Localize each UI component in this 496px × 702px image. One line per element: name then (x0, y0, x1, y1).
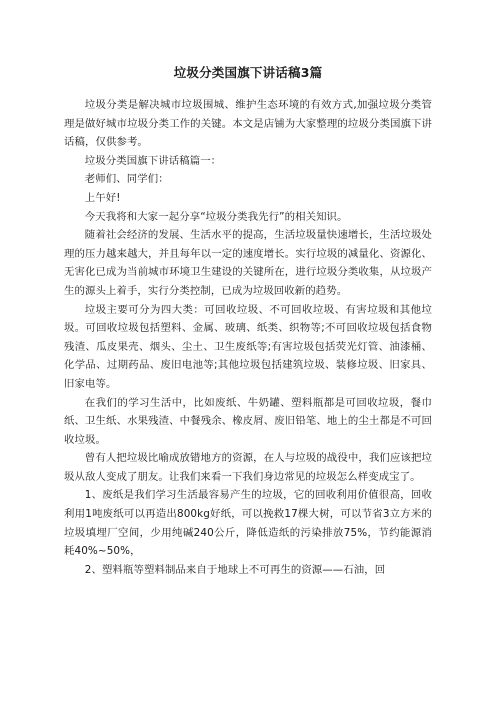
document-title: 垃圾分类国旗下讲话稿3篇 (173, 65, 323, 80)
paragraph-intro: 垃圾分类是解决城市垃圾围城、维护生态环境的有效方式,加强垃圾分类管理是做好城市垃圾分类工作的关键。本文是店铺为大家整理的垃圾分类国旗下讲话稿，仅供参考。 (64, 99, 432, 149)
paragraph-examples: 在我们的学习生活中，比如废纸、牛奶罐、塑料瓶都是可回收垃圾，餐巾纸、卫生纸、水果残渣、中餐残余、橡皮屑、废旧铅笔、地上的尘土都是不可回收垃圾。 (64, 396, 432, 446)
paragraph-topic: 今天我将和大家一起分享“垃圾分类我先行”的相关知识。 (84, 210, 348, 223)
paragraph-greeting: 上午好! (84, 191, 121, 204)
paragraph-waste-paper: 1、废纸是我们学习生活最容易产生的垃圾，它的回收利用价值很高，回收利用1吨废纸可以再造出800kg好纸，可以挽救17棵大树，可以节省3立方米的垃圾填埋厂空间，少用纯碱240公斤，降低造纸的污染排放75%，节约能源消耗40%~50%， (64, 489, 432, 558)
paragraph-resource-metaphor: 曾有人把垃圾比喻成放错地方的资源，在人与垃圾的战役中，我们应该把垃圾从敌人变成了朋友。让我们来看一下我们身边常见的垃圾怎么样变成宝了。 (64, 452, 432, 483)
paragraph-speech-heading: 垃圾分类国旗下讲话稿篇一： (84, 154, 222, 167)
paragraph-salutation: 老师们、同学们： (84, 173, 169, 186)
paragraph-categories: 垃圾主要可分为四大类：可回收垃圾、不可回收垃圾、有害垃圾和其他垃圾。可回收垃圾包括塑料、金属、玻璃、纸类、织物等;不可回收垃圾包括食物残渣、瓜皮果壳、烟头、尘土、卫生废纸等;有害垃圾包括荧光灯管、油漆桶、化学品、过期药品、废旧电池等;其他垃圾包括建筑垃圾、装修垃圾、旧家具、旧家电等。 (64, 303, 432, 390)
paragraph-plastic-bottles: 2、塑料瓶等塑料制品来自于地球上不可再生的资源——石油，回 (84, 563, 386, 576)
paragraph-background: 随着社会经济的发展、生活水平的提高，生活垃圾量快速增长，生活垃圾处理的压力越来越大，并且每年以一定的速度增长。实行垃圾的减量化、资源化、无害化已成为当前城市环境卫生建设的关键所在，进行垃圾分类收集，从垃圾产生的源头上着手，实行分类控制，已成为垃圾回收新的趋势。 (64, 229, 432, 297)
